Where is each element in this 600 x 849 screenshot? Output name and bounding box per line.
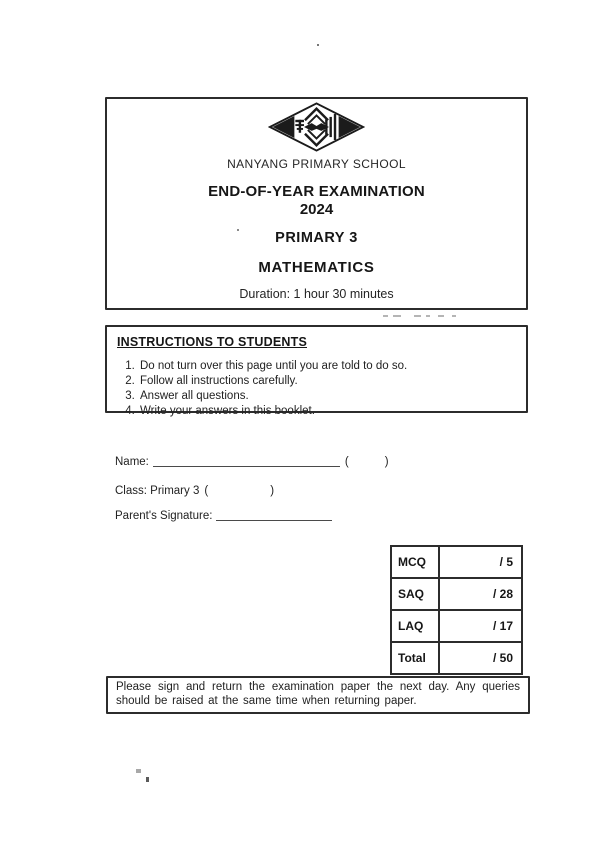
school-crest-logo xyxy=(107,102,526,154)
scan-noise xyxy=(452,315,456,317)
marks-table xyxy=(390,545,523,675)
table-row xyxy=(391,578,522,610)
marks-row-score: / 50 xyxy=(439,642,522,674)
scan-noise xyxy=(414,315,421,317)
marks-row-score: / 5 xyxy=(439,546,522,578)
exam-level: PRIMARY 3 xyxy=(275,230,358,246)
scan-speck xyxy=(237,229,239,231)
class-bracket-open: ( xyxy=(204,485,209,497)
instruction-item: 4. Write your answers in this booklet. xyxy=(138,404,516,419)
parent-signature-row xyxy=(115,510,332,522)
exam-title: END-OF-YEAR EXAMINATION xyxy=(208,183,425,200)
scan-noise xyxy=(438,315,444,317)
return-paper-note-box xyxy=(106,676,530,714)
instructions-box xyxy=(105,325,528,417)
marks-row-label: MCQ xyxy=(391,546,439,578)
exam-header-box xyxy=(105,97,528,310)
instruction-item: 3. Answer all questions. xyxy=(138,389,516,404)
school-name: NANYANG PRIMARY SCHOOL xyxy=(227,157,406,171)
scan-noise xyxy=(426,315,430,317)
name-write-line xyxy=(153,456,340,467)
scan-speck xyxy=(146,777,149,782)
school-crest-icon xyxy=(268,102,365,152)
name-bracket-close: ) xyxy=(384,456,389,468)
marks-row-score: / 17 xyxy=(439,610,522,642)
exam-subject: MATHEMATICS xyxy=(258,259,375,276)
class-bracket-close: ) xyxy=(270,485,275,497)
marks-row-label: Total xyxy=(391,642,439,674)
exam-year: 2024 xyxy=(299,201,334,218)
marks-row-label: SAQ xyxy=(391,578,439,610)
scan-speck xyxy=(317,44,319,46)
scan-noise xyxy=(393,315,401,317)
class-label: Class: Primary 3 xyxy=(115,485,200,497)
name-field-row xyxy=(115,456,389,468)
parent-signature-label: Parent's Signature: xyxy=(115,510,213,522)
exam-duration: Duration: 1 hour 30 minutes xyxy=(239,287,394,301)
class-field-row xyxy=(115,485,274,497)
table-row xyxy=(391,642,522,674)
name-bracket-open: ( xyxy=(344,456,349,468)
instruction-item: 2. Follow all instructions carefully. xyxy=(138,374,516,389)
instructions-heading: INSTRUCTIONS TO STUDENTS xyxy=(117,335,307,349)
instruction-item: 1. Do not turn over this page until you are told to do so. xyxy=(138,359,516,374)
marks-row-label: LAQ xyxy=(391,610,439,642)
table-row xyxy=(391,610,522,642)
scan-noise xyxy=(383,315,388,317)
instructions-list xyxy=(117,359,516,419)
table-row xyxy=(391,546,522,578)
return-paper-note-text: Please sign and return the examination paper the next day. Any queries should be raised at the same time when returning paper. xyxy=(116,681,520,707)
parent-signature-write-line xyxy=(216,510,332,521)
marks-row-score: / 28 xyxy=(439,578,522,610)
name-label: Name: xyxy=(115,456,149,468)
scan-speck xyxy=(136,769,141,773)
